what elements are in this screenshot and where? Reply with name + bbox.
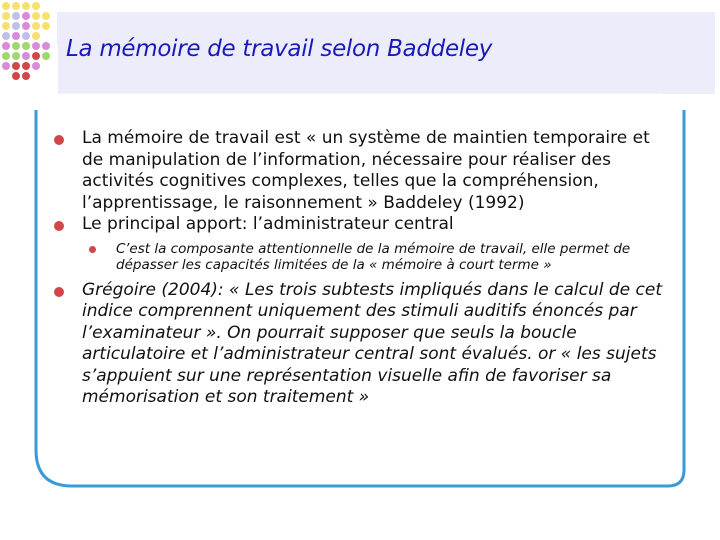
bullet-marker <box>54 135 64 145</box>
dot-grid-row-8 <box>12 72 30 80</box>
dot-grid-row-6 <box>2 52 50 60</box>
bullet-item <box>60 214 664 236</box>
slide-title: La mémoire de travail selon Baddeley <box>66 36 493 62</box>
dot-grid-row-4 <box>2 32 40 40</box>
sub-bullet-marker <box>89 246 96 253</box>
bullet-item <box>60 128 664 214</box>
dot-grid-row-5 <box>2 42 50 50</box>
bullet-text: La mémoire de travail est « un système de maintien temporaire et de manipulation de l’information, nécessaire pour réaliser des activités cognitives complexes, telles que la compréhension, l’apprentissage, le raisonnement » Baddeley (1992) <box>82 128 650 213</box>
bullet-marker <box>54 221 64 231</box>
sub-bullet-text: C’est la composante attentionnelle de la mémoire de travail, elle permet de dépasser les capacités limitées de la « mémoire à court terme » <box>116 240 631 273</box>
dot-grid-row-7 <box>2 62 40 70</box>
sub-bullet-item <box>60 241 664 274</box>
dot-grid-row-3 <box>2 22 50 30</box>
slide-body <box>60 128 664 409</box>
bullet-text: Le principal apport: l’administrateur central <box>82 214 454 234</box>
dot-grid-row-1 <box>2 2 40 10</box>
bullet-marker <box>54 287 64 297</box>
bullet-item <box>60 280 664 409</box>
dot-grid-row-2 <box>2 12 50 20</box>
bullet-text: Grégoire (2004): « Les trois subtests impliqués dans le calcul de cet indice comprennent uniquement des stimuli auditifs énoncés par l’examinateur ». On pourrait supposer que seuls la boucle articulatoire et l’administrateur central sont évalués. or « les sujets s’appuient sur une représentation visuelle afin de favoriser sa mémorisation et son traitement » <box>82 279 663 407</box>
decorative-dot-grid <box>0 0 60 95</box>
